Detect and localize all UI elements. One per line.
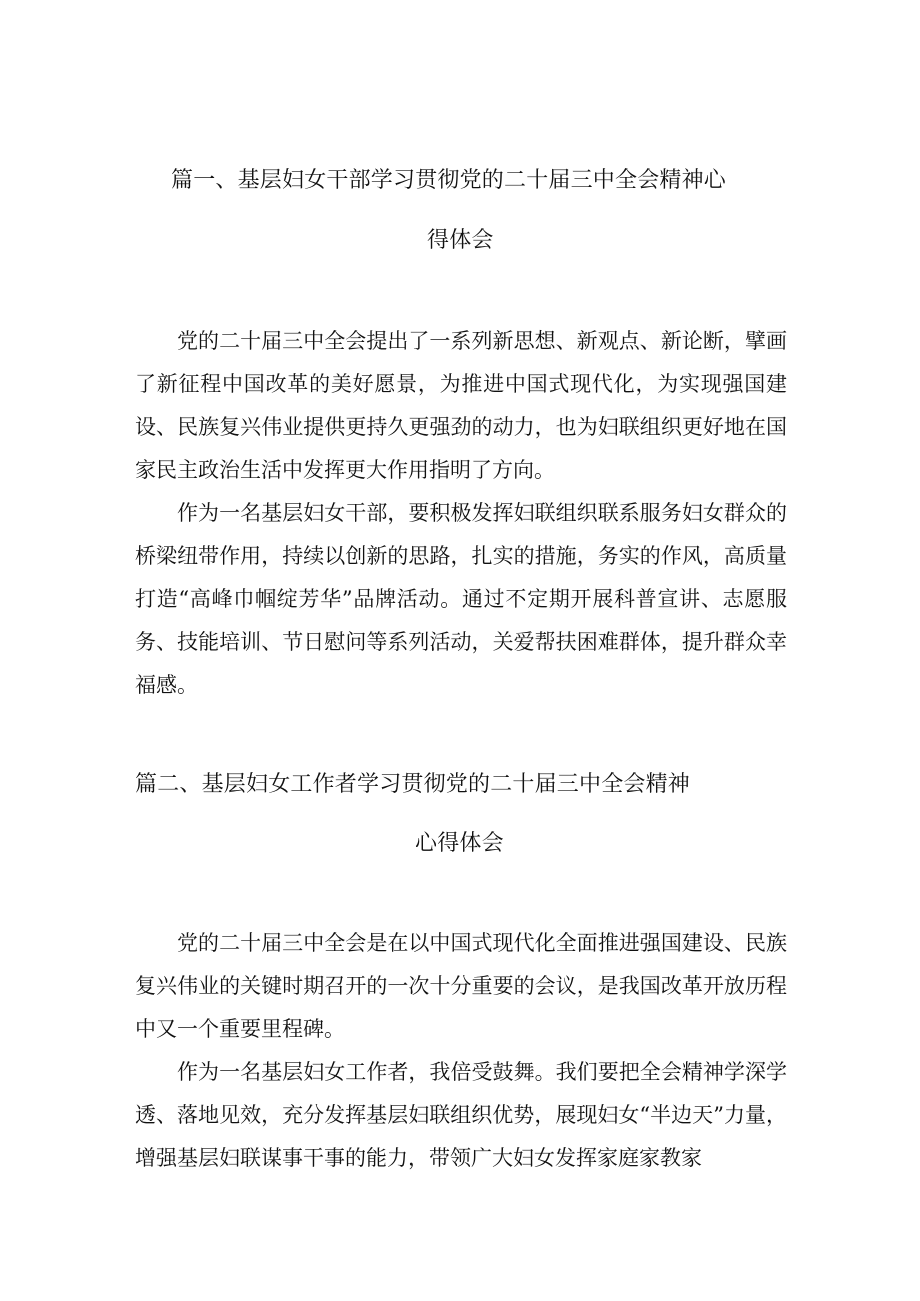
section1-title-line2: 得体会 — [427, 228, 494, 253]
section1-paragraph-2: 作为一名基层妇女干部，要积极发挥妇联组织联系服务妇女群众的桥梁纽带作用，持续以创新的思路，扎实的措施，务实的作风，高质量打造“高峰巾帼绽芳华”品牌活动。通过不定期开展科普宣讲、志愿服务、技能培训、节日慰问等系列活动，关爱帮扶困难群体，提升群众幸福感。 — [135, 501, 787, 697]
section1-paragraph-1: 党的二十届三中全会提出了一系列新思想、新观点、新论断，擘画了新征程中国改革的美好愿景，为推进中国式现代化，为实现强国建设、民族复兴伟业提供更持久更强劲的动力，也为妇联组织更好地在国家民主政治生活中发挥更大作用指明了方向。 — [135, 329, 787, 482]
section2-title-line2: 心得体会 — [415, 831, 504, 856]
section2-title-line1: 篇二、基层妇女工作者学习贯彻党的二十届三中全会精神 — [135, 772, 691, 797]
section1-title-line1: 篇一、基层妇女干部学习贯彻党的二十届三中全会精神心 — [171, 168, 727, 193]
section2-paragraph-1: 党的二十届三中全会是在以中国式现代化全面推进强国建设、民族复兴伟业的关键时期召开的一次十分重要的会议，是我国改革开放历程中又一个重要里程碑。 — [135, 931, 787, 1041]
section2-paragraph-2: 作为一名基层妇女工作者，我倍受鼓舞。我们要把全会精神学深学透、落地见效，充分发挥基层妇联组织优势，展现妇女“半边天”力量，增强基层妇联谋事干事的能力，带领广大妇女发挥家庭家教家 — [135, 1060, 787, 1170]
